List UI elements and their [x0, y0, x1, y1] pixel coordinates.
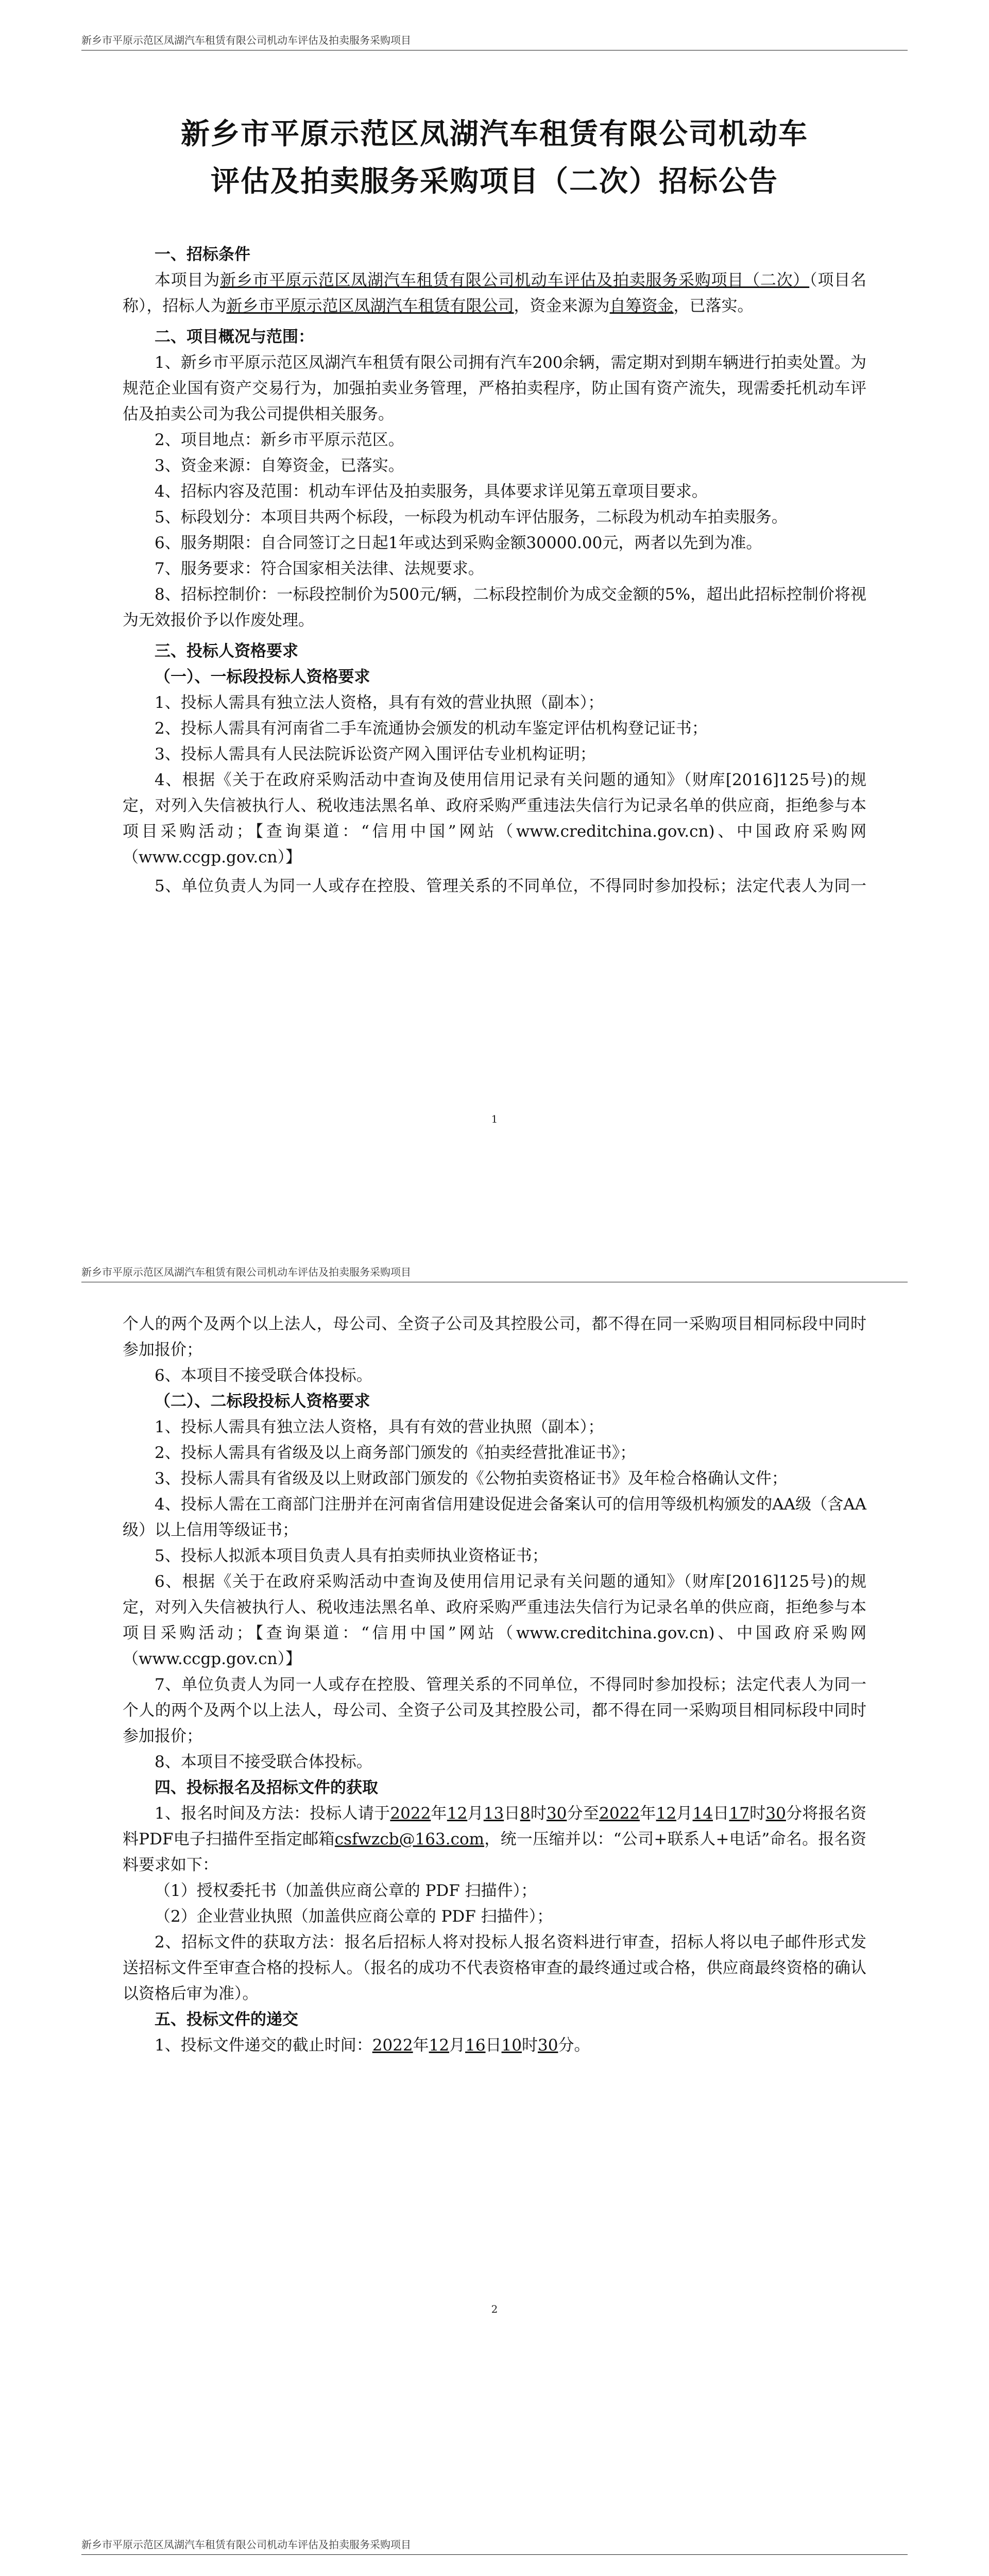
- running-header: 新乡市平原示范区凤湖汽车租赁有限公司机动车评估及拍卖服务采购项目: [81, 2536, 908, 2555]
- list-item: 3、投标人需具有人民法院诉讼资产网入围评估专业机构证明；: [155, 745, 596, 764]
- list-item: 4、招标内容及范围：机动车评估及拍卖服务，具体要求详见第五章项目要求。: [155, 482, 708, 501]
- list-item: 7、单位负责人为同一人或存在控股、管理关系的不同单位，不得同时参加投标；法定代表人为同一个人的两个及两个以上法人，母公司、全资子公司及其控股公司，都不得在同一采购项目相同标段中同时参加报价；: [123, 1675, 866, 1745]
- subsection-1-heading: （一）、一标段投标人资格要求: [155, 668, 370, 686]
- text: 月: [449, 2036, 466, 2055]
- tenderer-name: 新乡市平原示范区凤湖汽车租赁有限公司: [226, 297, 514, 315]
- date-value: 16: [465, 2036, 486, 2055]
- page-gap: [0, 2486, 989, 2506]
- list-item: （1）授权委托书（加盖供应商公章的 PDF 扫描件）；: [155, 1882, 537, 1900]
- section-5-heading: 五、投标文件的递交: [155, 2010, 298, 2029]
- list-item: 2、投标人需具有河南省二手车流通协会颁发的机动车鉴定评估机构登记证书；: [155, 719, 708, 738]
- text: 日: [712, 1804, 729, 1823]
- text: ，资金来源为: [514, 297, 610, 315]
- page-title: [123, 111, 866, 206]
- list-item-continued: [123, 1311, 866, 1363]
- date-value: 30: [765, 1804, 786, 1823]
- text: 分将报名资料PDF电子扫描件至指定邮箱: [123, 1804, 867, 1849]
- text: 月: [676, 1804, 693, 1823]
- text: 本项目为: [155, 271, 220, 290]
- text: 时: [522, 2036, 538, 2055]
- date-value: 12: [656, 1804, 677, 1823]
- date-value: 30: [546, 1804, 567, 1823]
- list-item: 5、标段划分：本项目共两个标段，一标段为机动车评估服务，二标段为机动车拍卖服务。: [155, 508, 788, 527]
- running-header: 新乡市平原示范区凤湖汽车租赁有限公司机动车评估及拍卖服务采购项目: [81, 32, 908, 50]
- list-item: 5、单位负责人为同一人或存在控股、管理关系的不同单位，不得同时参加投标；法定代表人为同一: [155, 877, 866, 895]
- registration-method: [123, 1801, 866, 1878]
- list-item: 6、本项目不接受联合体投标。: [155, 1366, 372, 1385]
- text: 时: [530, 1804, 547, 1823]
- list-item: 4、投标人需在工商部门注册并在河南省信用建设促进会备案认可的信用等级机构颁发的AA级（含AA级）以上信用等级证书；: [123, 1495, 866, 1539]
- date-value: 12: [429, 2036, 450, 2055]
- funds-source: 自筹资金: [609, 297, 674, 315]
- list-item: 6、根据《关于在政府采购活动中查询及使用信用记录有关问题的通知》（财库[2016]125号)的规定，对列入失信被执行人、税收违法黑名单、政府采购严重违法失信行为记录名单的供应商，拒绝参与本项目采购活动；【查询渠道：“信用中国”网站（www.creditchina.gov.cn)、中国政府采购网（www.ccgp.gov.cn）】: [123, 1572, 866, 1668]
- text: 年: [431, 1804, 447, 1823]
- section-4-heading: 四、投标报名及招标文件的获取: [155, 1778, 378, 1797]
- list-item: 2、项目地点：新乡市平原示范区。: [155, 431, 404, 449]
- text: （项目名称），招标人为: [123, 271, 867, 315]
- text: 时: [749, 1804, 766, 1823]
- list-item: 1、投标人需具有独立法人资格，具有有效的营业执照（副本）；: [155, 1418, 604, 1436]
- text: 年: [640, 1804, 656, 1823]
- list-item-continued-text: 个人的两个及两个以上法人，母公司、全资子公司及其控股公司，都不得在同一采购项目相同标段中同时参加报价；: [123, 1315, 866, 1359]
- page-3: [0, 2506, 989, 2576]
- date-value: 10: [501, 2036, 522, 2055]
- list-item: 5、投标人拟派本项目负责人具有拍卖师执业资格证书；: [155, 1547, 548, 1565]
- list-item: 3、投标人需具有省级及以上财政部门颁发的《公物拍卖资格证书》及年检合格确认文件；: [155, 1469, 788, 1488]
- list-item: （2）企业营业执照（加盖供应商公章的 PDF 扫描件）；: [155, 1907, 553, 1926]
- text: 至: [583, 1804, 600, 1823]
- page-2: [0, 1234, 989, 2486]
- date-value: 17: [729, 1804, 749, 1823]
- date-value: 2022: [599, 1804, 640, 1823]
- list-item: 6、服务期限：自合同签订之日起1年或达到采购金额30000.00元，两者以先到为准。: [155, 534, 762, 552]
- list-item: 7、服务要求：符合国家相关法律、法规要求。: [155, 560, 484, 578]
- date-value: 13: [483, 1804, 504, 1823]
- project-name: 新乡市平原示范区凤湖汽车租赁有限公司机动车评估及拍卖服务采购项目（二次）: [220, 271, 810, 290]
- text: ，已落实。: [673, 297, 754, 315]
- list-item: 1、新乡市平原示范区凤湖汽车租赁有限公司拥有汽车200余辆，需定期对到期车辆进行拍卖处置。为规范企业国有资产交易行为，加强拍卖业务管理，严格拍卖程序，防止国有资产流失，现需委托机动车评估及拍卖公司为我公司提供相关服务。: [123, 353, 866, 423]
- date-value: 2022: [390, 1804, 431, 1823]
- text: 年: [413, 2036, 429, 2055]
- text: 1、报名时间及方法：投标人请于: [155, 1804, 390, 1823]
- text: 日: [485, 2036, 502, 2055]
- date-value: 8: [520, 1804, 531, 1823]
- text: 。: [574, 2036, 590, 2055]
- running-header: 新乡市平原示范区凤湖汽车租赁有限公司机动车评估及拍卖服务采购项目: [81, 1264, 908, 1282]
- email-link[interactable]: csfwzcb@163.com: [334, 1830, 485, 1849]
- title-line-1: 新乡市平原示范区凤湖汽车租赁有限公司机动车: [181, 117, 808, 151]
- text: 1、投标文件递交的截止时间：: [155, 2036, 372, 2055]
- date-value: 14: [692, 1804, 713, 1823]
- text: 日: [504, 1804, 520, 1823]
- list-item: 8、本项目不接受联合体投标。: [155, 1753, 372, 1771]
- section-1-heading: 一、招标条件: [155, 245, 250, 264]
- date-value: 12: [447, 1804, 468, 1823]
- page-gap: [0, 1213, 989, 1234]
- title-line-2: 评估及拍卖服务采购项目（二次）招标公告: [211, 165, 778, 198]
- text: 月: [467, 1804, 484, 1823]
- section-2-heading: 二、项目概况与范围：: [155, 328, 314, 346]
- page-number: 1: [491, 1113, 498, 1125]
- list-item: 3、资金来源：自筹资金，已落实。: [155, 456, 404, 475]
- date-value: 30: [538, 2036, 558, 2055]
- list-item: 8、招标控制价：一标段控制价为500元/辆，二标段控制价为成交金额的5%，超出此招标控制价将视为无效报价予以作废处理。: [123, 585, 866, 630]
- submission-deadline: [123, 2032, 866, 2058]
- page-number: 2: [491, 2303, 498, 2315]
- list-item: 1、投标人需具有独立法人资格，具有有效的营业执照（副本）；: [155, 693, 604, 712]
- list-item: 4、根据《关于在政府采购活动中查询及使用信用记录有关问题的通知》（财库[2016]125号)的规定，对列入失信被执行人、税收违法黑名单、政府采购严重违法失信行为记录名单的供应商，拒绝参与本项目采购活动；【查询渠道：“信用中国”网站（www.creditchina.gov.cn)、中国政府采购网（www.ccgp.gov.cn）】: [123, 771, 866, 867]
- page-1: [0, 0, 989, 1213]
- text: 分: [567, 1804, 583, 1823]
- text: ，统一压缩并以：“公司+联系人+电话”命名。报名资料要求如下：: [123, 1830, 866, 1874]
- section-3-heading: 三、投标人资格要求: [155, 642, 298, 660]
- list-item: 2、招标文件的获取方法：报名后招标人将对投标人报名资料进行审查，招标人将以电子邮件形式发送招标文件至审查合格的投标人。（报名的成功不代表资格审查的最终通过或合格，供应商最终资格的确认以资格后审为准）。: [123, 1933, 866, 2003]
- date-value: 2022: [372, 2036, 413, 2055]
- text: 分: [558, 2036, 574, 2055]
- list-item: 2、投标人需具有省级及以上商务部门颁发的《拍卖经营批准证书》；: [155, 1444, 636, 1462]
- subsection-2-heading: （二）、二标段投标人资格要求: [155, 1392, 370, 1411]
- section-1-paragraph: [123, 267, 866, 319]
